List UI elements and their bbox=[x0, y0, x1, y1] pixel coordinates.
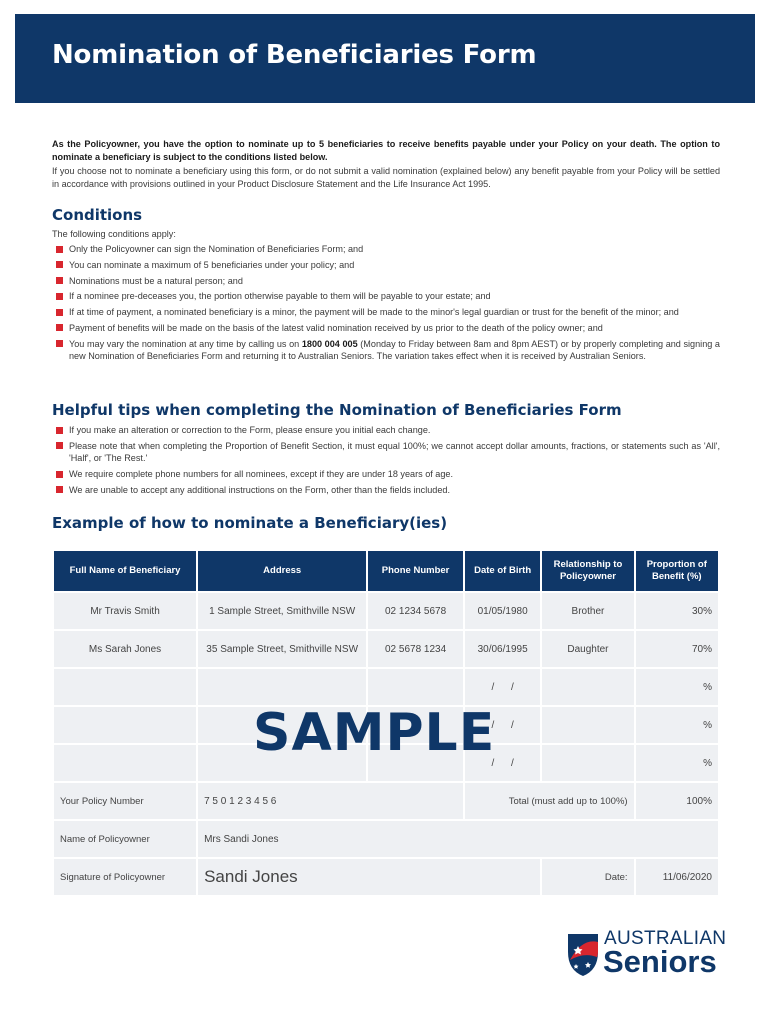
list-item: Please note that when completing the Proportion of Benefit Section, it must equal 100%; we cannot accept dollar amounts, fractions, or statements such as 'All', 'Half', or 'The Rest.' bbox=[56, 440, 720, 465]
column-header: Relationship to Policyowner bbox=[542, 551, 633, 591]
table-header-row bbox=[54, 551, 718, 591]
list-item: Payment of benefits will be made on the basis of the latest valid nomination received by us prior to the death of the policy owner; and bbox=[56, 322, 720, 335]
example-heading: Example of how to nominate a Beneficiary(ies) bbox=[52, 514, 448, 532]
page-title: Nomination of Beneficiaries Form bbox=[52, 40, 537, 70]
bullet-square-icon bbox=[56, 442, 63, 449]
signature-label: Signature of Policyowner bbox=[54, 859, 196, 895]
dob-cell[interactable]: 01/05/1980 bbox=[465, 593, 540, 629]
list-item: You may vary the nomination at any time by calling us on 1800 004 005 (Monday to Friday between 8am and 8pm AEST) or by properly completing and signing a new Nomination of Beneficiaries Form and returning it to Australian Seniors. The variation takes effect when it is received by Australian Seniors. bbox=[56, 338, 720, 363]
proportion-cell[interactable]: % bbox=[636, 669, 718, 705]
list-item: Nominations must be a natural person; and bbox=[56, 275, 720, 288]
bullet-square-icon bbox=[56, 309, 63, 316]
beneficiary-name-cell[interactable]: Mr Travis Smith bbox=[54, 593, 196, 629]
proportion-cell[interactable]: % bbox=[636, 707, 718, 743]
conditions-list bbox=[56, 243, 720, 366]
proportion-cell[interactable]: % bbox=[636, 745, 718, 781]
list-item: If you make an alteration or correction to the Form, please ensure you initial each change. bbox=[56, 424, 720, 437]
dob-cell[interactable]: 30/06/1995 bbox=[465, 631, 540, 667]
bullet-square-icon bbox=[56, 293, 63, 300]
bullet-square-icon bbox=[56, 340, 63, 347]
logo-line-2: Seniors bbox=[603, 944, 717, 979]
bullet-square-icon bbox=[56, 427, 63, 434]
table-row bbox=[54, 669, 718, 705]
australian-seniors-logo bbox=[564, 928, 727, 980]
list-item: We require complete phone numbers for all nominees, except if they are under 18 years of age. bbox=[56, 468, 720, 481]
relationship-cell[interactable] bbox=[542, 707, 633, 743]
beneficiary-name-cell[interactable] bbox=[54, 745, 196, 781]
policy-number-row bbox=[54, 783, 718, 819]
owner-name-field[interactable]: Mrs Sandi Jones bbox=[198, 821, 718, 857]
dob-cell[interactable]: / / bbox=[465, 745, 540, 781]
header-banner bbox=[15, 14, 755, 103]
bullet-square-icon bbox=[56, 277, 63, 284]
intro-bold: As the Policyowner, you have the option to nominate up to 5 beneficiaries to receive benefits payable under your Policy on your death. The option to nominate a beneficiary is subject to the conditions listed below. bbox=[52, 139, 720, 162]
conditions-heading: Conditions bbox=[52, 206, 143, 224]
list-item: We are unable to accept any additional instructions on the Form, other than the fields included. bbox=[56, 484, 720, 497]
table-row bbox=[54, 631, 718, 667]
dob-cell[interactable]: / / bbox=[465, 669, 540, 705]
logo-line-1: AUSTRALIAN bbox=[604, 928, 727, 949]
bullet-square-icon bbox=[56, 261, 63, 268]
phone-number: 1800 004 005 bbox=[301, 338, 358, 349]
column-header: Address bbox=[198, 551, 366, 591]
intro-text: If you choose not to nominate a beneficiary using this form, or do not submit a valid nomination (explained below) any benefit payable from your Policy will be settled in accordance with provisions outlined in your Product Disclosure Statement and the Life Insurance Act 1995. bbox=[52, 166, 720, 189]
address-cell[interactable] bbox=[198, 669, 366, 705]
list-item: You can nominate a maximum of 5 beneficiaries under your policy; and bbox=[56, 259, 720, 272]
table-row bbox=[54, 593, 718, 629]
relationship-cell[interactable] bbox=[542, 669, 633, 705]
policy-number-field[interactable]: 7 5 0 1 2 3 4 5 6 bbox=[198, 783, 463, 819]
bullet-square-icon bbox=[56, 324, 63, 331]
bullet-square-icon bbox=[56, 246, 63, 253]
relationship-cell[interactable]: Daughter bbox=[542, 631, 633, 667]
conditions-lead: The following conditions apply: bbox=[52, 229, 176, 239]
list-item: If at time of payment, a nominated beneficiary is a minor, the payment will be made to the minor's legal guardian or trust for the benefit of the minor; and bbox=[56, 306, 720, 319]
address-cell[interactable]: 1 Sample Street, Smithville NSW bbox=[198, 593, 366, 629]
date-label: Date: bbox=[542, 859, 633, 895]
beneficiary-name-cell[interactable] bbox=[54, 707, 196, 743]
total-field[interactable]: 100% bbox=[636, 783, 718, 819]
column-header: Proportion of Benefit (%) bbox=[636, 551, 718, 591]
date-field[interactable]: 11/06/2020 bbox=[636, 859, 718, 895]
column-header: Full Name of Beneficiary bbox=[54, 551, 196, 591]
list-item: Only the Policyowner can sign the Nomination of Beneficiaries Form; and bbox=[56, 243, 720, 256]
column-header: Date of Birth bbox=[465, 551, 540, 591]
proportion-cell[interactable]: 70% bbox=[636, 631, 718, 667]
column-header: Phone Number bbox=[368, 551, 463, 591]
relationship-cell[interactable] bbox=[542, 745, 633, 781]
signature-field[interactable]: Sandi Jones bbox=[198, 859, 540, 895]
owner-row bbox=[54, 821, 718, 857]
tips-list bbox=[56, 424, 720, 500]
signature-row bbox=[54, 859, 718, 895]
total-label: Total (must add up to 100%) bbox=[465, 783, 634, 819]
owner-label: Name of Policyowner bbox=[54, 821, 196, 857]
bullet-square-icon bbox=[56, 486, 63, 493]
phone-cell[interactable] bbox=[368, 669, 463, 705]
logo-mark-icon bbox=[564, 930, 602, 978]
address-cell[interactable]: 35 Sample Street, Smithville NSW bbox=[198, 631, 366, 667]
beneficiary-name-cell[interactable]: Ms Sarah Jones bbox=[54, 631, 196, 667]
phone-cell[interactable]: 02 1234 5678 bbox=[368, 593, 463, 629]
intro bbox=[52, 138, 720, 191]
dob-cell[interactable]: / / bbox=[465, 707, 540, 743]
policy-number-label: Your Policy Number bbox=[54, 783, 196, 819]
phone-cell[interactable]: 02 5678 1234 bbox=[368, 631, 463, 667]
tips-heading: Helpful tips when completing the Nomination of Beneficiaries Form bbox=[52, 401, 622, 419]
bullet-square-icon bbox=[56, 471, 63, 478]
list-item: If a nominee pre-deceases you, the portion otherwise payable to them will be payable to your estate; and bbox=[56, 290, 720, 303]
relationship-cell[interactable]: Brother bbox=[542, 593, 633, 629]
proportion-cell[interactable]: 30% bbox=[636, 593, 718, 629]
beneficiary-name-cell[interactable] bbox=[54, 669, 196, 705]
sample-watermark: SAMPLE bbox=[253, 703, 496, 763]
